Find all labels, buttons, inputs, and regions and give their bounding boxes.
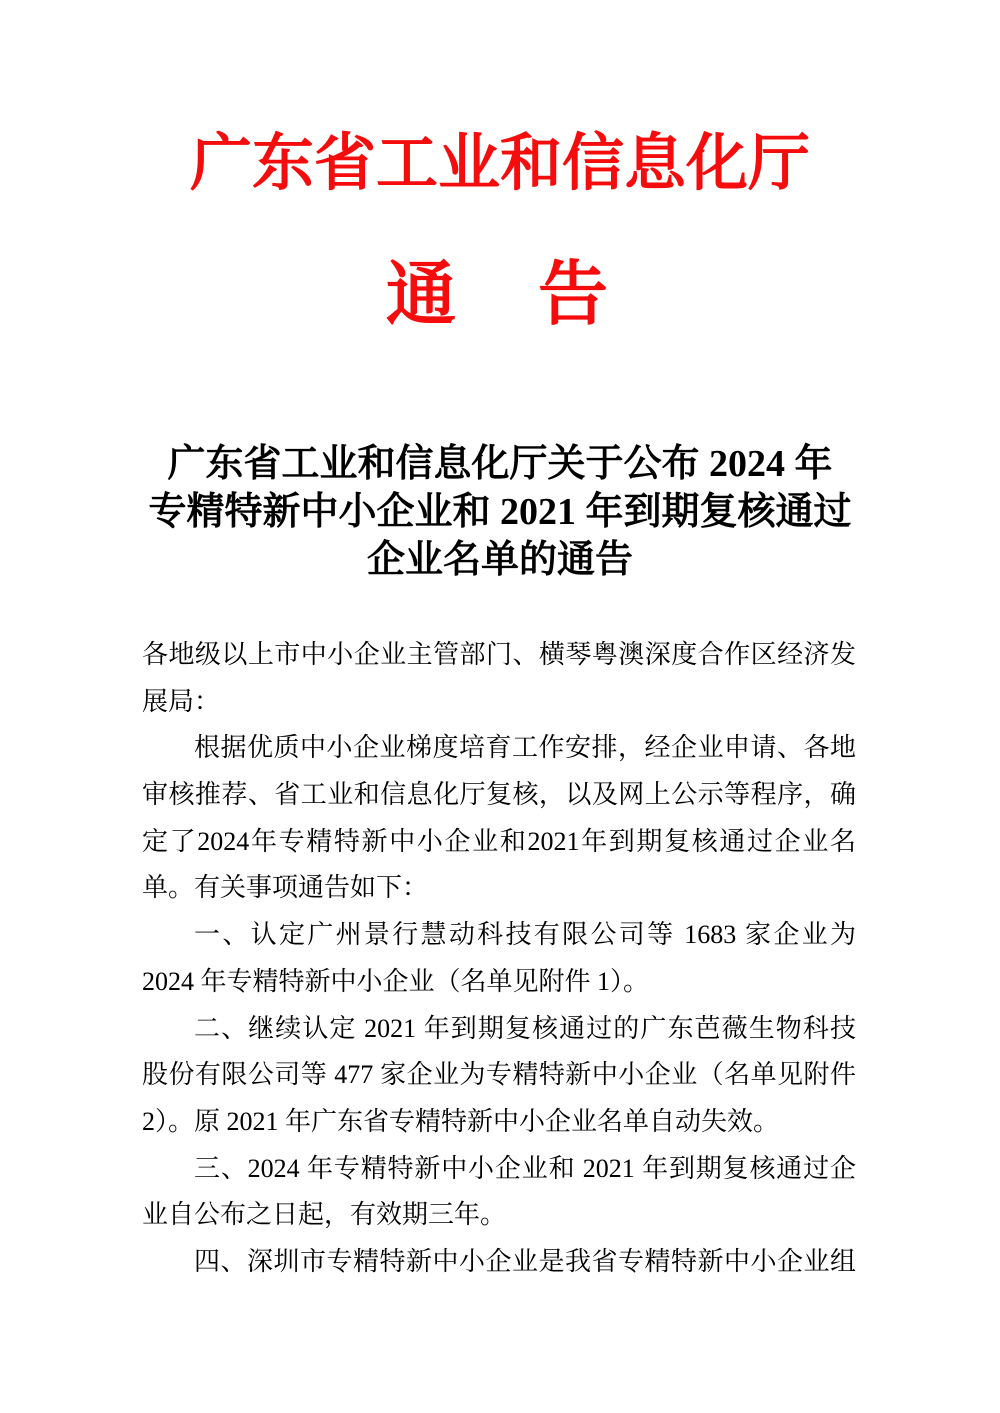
notice-title bbox=[0, 440, 1000, 584]
body-line-3: 根据优质中小企业梯度培育工作安排，经企业申请、各地 bbox=[194, 733, 856, 763]
doc-type-header: 通 告 bbox=[386, 257, 614, 334]
body-line-12: 三、2024 年专精特新中小企业和 2021 年到期复核通过企 bbox=[194, 1153, 856, 1183]
body-line-13: 业自公布之日起，有效期三年。 bbox=[142, 1200, 507, 1230]
notice-title-line-2: 专精特新中小企业和 2021 年到期复核通过 bbox=[148, 491, 852, 533]
body-line-1: 各地级以上市中小企业主管部门、横琴粤澳深度合作区经济发 bbox=[142, 640, 856, 669]
body-line-8: 2024 年专精特新中小企业（名单见附件 1）。 bbox=[142, 966, 650, 996]
notice-title-line-3: 企业名单的通告 bbox=[366, 539, 633, 581]
agency-header: 广东省工业和信息化厅 bbox=[189, 130, 810, 198]
body-line-2: 展局： bbox=[142, 686, 221, 716]
body-line-14: 四、深圳市专精特新中小企业是我省专精特新中小企业组 bbox=[194, 1247, 856, 1277]
notice-title-line-1: 广东省工业和信息化厅关于公布 2024 年 bbox=[167, 443, 833, 485]
body-line-7: 一、认定广州景行慧动科技有限公司等 1683 家企业为 bbox=[194, 920, 856, 950]
notice-body bbox=[142, 632, 856, 1286]
body-line-5: 定了2024年专精特新中小企业和2021年到期复核通过企业名 bbox=[142, 826, 856, 856]
body-line-6: 单。有关事项通告如下： bbox=[142, 873, 429, 903]
body-line-10: 股份有限公司等 477 家企业为专精特新中小企业（名单见附件 bbox=[142, 1060, 856, 1090]
body-line-4: 审核推荐、省工业和信息化厅复核，以及网上公示等程序，确 bbox=[142, 780, 856, 810]
body-line-9: 二、继续认定 2021 年到期复核通过的广东芭薇生物科技 bbox=[194, 1013, 856, 1043]
body-line-11: 2）。原 2021 年广东省专精特新中小企业名单自动失效。 bbox=[142, 1106, 780, 1136]
